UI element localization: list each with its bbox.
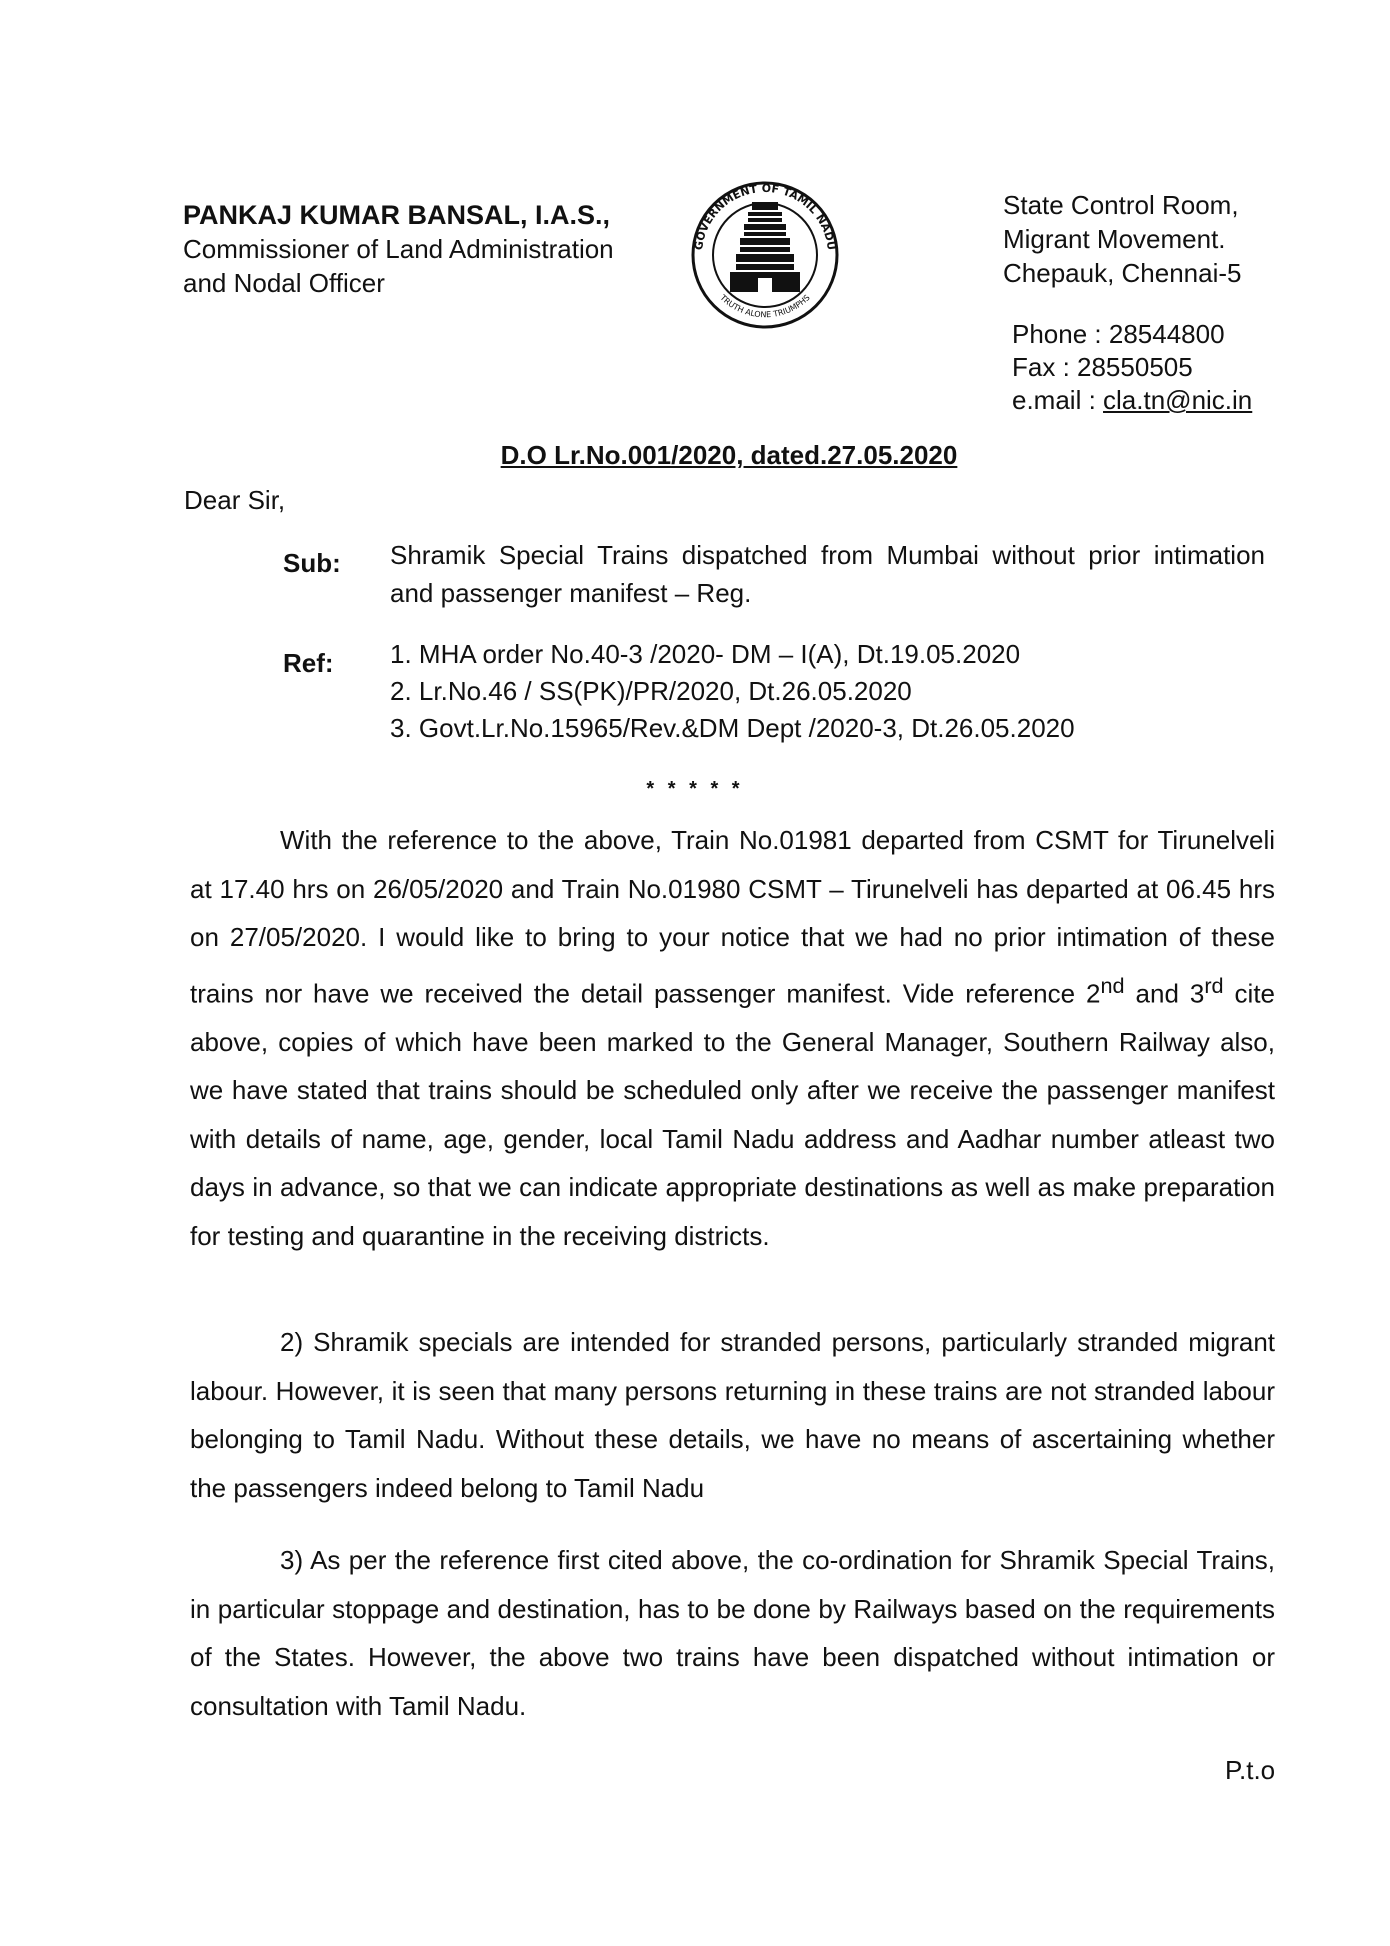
office-line2: Migrant Movement. [1003,224,1226,254]
tamil-nadu-emblem-seal [680,160,850,340]
reference-item: 3. Govt.Lr.No.15965/Rev.&DM Dept /2020-3, Dt.26.05.2020 [390,713,1075,743]
email-line [1012,384,1252,417]
contact-block [1012,318,1252,417]
paragraph-1-text-a: With the reference to the above, Train No.01981 departed from CSMT for Tirunelveli at 17.40 hrs on 26/05/2020 and Train No.01980 CSMT – Tirunelveli has departed at 06.45 hrs on 27/05/2020. I would like to bring to your notice that we had no prior intimation of these trains nor have we received the detail passenger manifest. Vide reference 2 [190,825,1275,1009]
reference-item: 1. MHA order No.40-3 /2020- DM – I(A), Dt.19.05.2020 [390,639,1021,669]
please-turn-over: P.t.o [1225,1755,1276,1785]
seal-top-text: GOVERNMENT OF TAMIL NADU [692,181,838,251]
office-line3: Chepauk, Chennai-5 [1003,258,1242,288]
reference-item: 2. Lr.No.46 / SS(PK)/PR/2020, Dt.26.05.2020 [390,676,912,706]
email-link[interactable]: cla.tn@nic.in [1103,385,1253,415]
letter-number [0,440,1390,471]
paragraph-1-text-b: and 3 [1124,978,1205,1009]
superscript-nd: nd [1100,972,1125,998]
sender-designation-line2: and Nodal Officer [183,268,385,298]
phone-number: Phone : 28544800 [1012,319,1225,349]
temple-tower-icon [730,202,800,292]
sender-block [183,198,614,300]
sender-name: PANKAJ KUMAR BANSAL, I.A.S., [183,200,611,230]
office-line1: State Control Room, [1003,190,1239,220]
seal-bottom-text: TRUTH ALONE TRIUMPHS [718,293,812,320]
subject-text: Shramik Special Trains dispatched from Mumbai without prior intimation and passenger manifest – Reg. [390,540,1265,608]
subject-label: Sub: [283,548,341,578]
email-label: e.mail : [1012,385,1104,415]
reference-list [390,636,1075,747]
salutation: Dear Sir, [184,485,286,515]
separator-stars: * * * * * [646,778,744,800]
letter-number-text: D.O Lr.No.001/2020, dated.27.05.2020 [500,440,958,470]
paragraph-2-text: 2) Shramik specials are intended for stranded persons, particularly stranded migrant labour. However, it is seen that many persons returning in these trains are not stranded labour belonging to Tamil Nadu. Without these details, we have no means of ascertaining whether the passengers indeed belong to Tamil Nadu [190,1327,1275,1503]
fax-number: Fax : 28550505 [1012,352,1193,382]
office-address [1003,188,1242,290]
sender-designation-line1: Commissioner of Land Administration [183,234,614,264]
paragraph-1 [190,816,1275,1260]
paragraph-1-text-c: cite above, copies of which have been marked to the General Manager, Southern Railway also, we have stated that trains should be scheduled only after we receive the passenger manifest with details of name, age, gender, local Tamil Nadu address and Aadhar number atleast two days in advance, so that we can indicate appropriate destinations as well as make preparation for testing and quarantine in the receiving districts. [190,978,1275,1251]
reference-label: Ref: [283,648,334,678]
paragraph-2 [190,1318,1275,1512]
paragraph-3-text: 3) As per the reference first cited above, the co-ordination for Shramik Special Trains, in particular stoppage and destination, has to be done by Railways based on the requirements of the States. However, the above two trains have been dispatched without intimation or consultation with Tamil Nadu. [190,1545,1275,1721]
paragraph-3 [190,1536,1275,1730]
superscript-rd: rd [1204,972,1224,998]
